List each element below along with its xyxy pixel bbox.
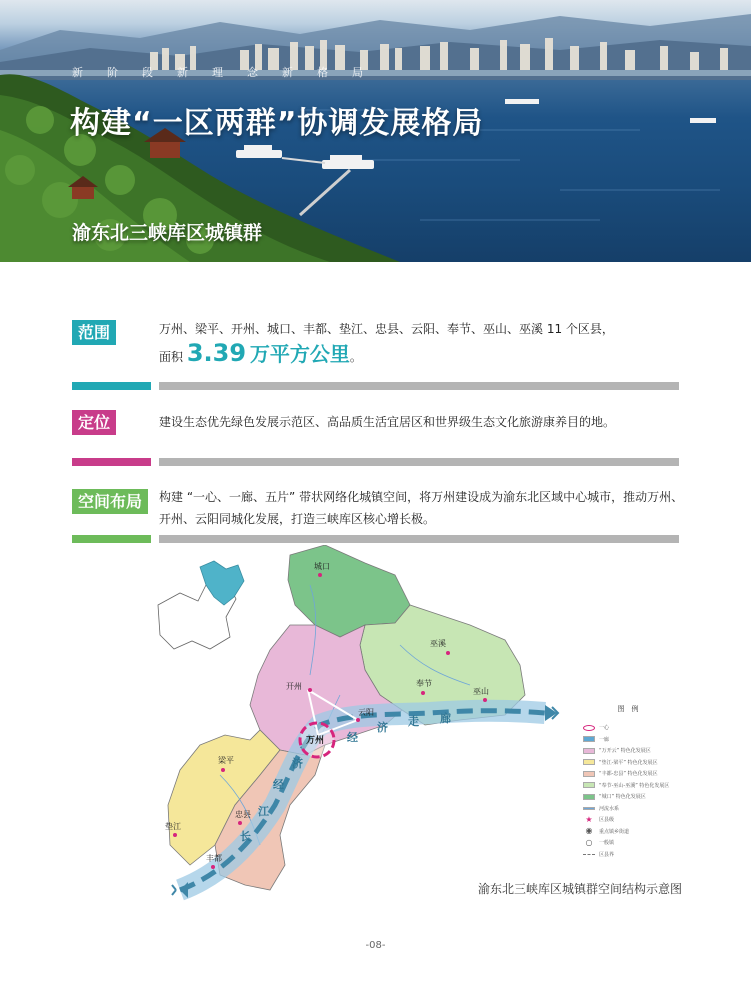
- legend-swatch: [583, 736, 595, 742]
- section-divider-gray: [159, 535, 679, 543]
- area-end: 。: [349, 350, 362, 364]
- region-map: [140, 545, 570, 925]
- legend-swatch: [583, 807, 595, 810]
- city-label: 丰都: [206, 854, 222, 863]
- legend-swatch: [583, 794, 595, 800]
- legend-item: [583, 734, 673, 746]
- tagline-char: 段: [142, 66, 155, 79]
- city-label: 开州: [286, 682, 302, 691]
- legend-swatch: [583, 748, 595, 754]
- legend-item: [583, 722, 673, 734]
- area-unit: 万平方公里: [249, 342, 350, 366]
- circle-dot-icon: ◉: [585, 826, 593, 836]
- legend-label: “奉节-巫山-巫溪” 特色化发展区: [599, 782, 670, 789]
- scope-text: [159, 318, 689, 368]
- legend-label: “垫江-梁平” 特色化发展区: [599, 759, 658, 766]
- legend-item: [583, 803, 673, 815]
- legend-label: 河流水系: [599, 805, 620, 812]
- legend-label: 区县界: [599, 851, 615, 858]
- inset-locator-map: [158, 561, 244, 649]
- star-icon: ★: [585, 814, 593, 824]
- city-label: 云阳: [358, 708, 374, 717]
- page-subtitle: 渝东北三峡库区城镇群: [72, 222, 263, 244]
- tagline-char: 理: [212, 66, 225, 79]
- section-label-spatial-layout: 空间布局: [72, 489, 148, 514]
- legend-item: [583, 791, 673, 803]
- corridor-char: 经: [273, 778, 284, 791]
- hero-tagline: [72, 64, 365, 80]
- legend-label: 一心: [599, 725, 610, 732]
- legend-item: [583, 768, 673, 780]
- section-label-scope: 范围: [72, 320, 116, 345]
- legend-label: “万开云” 特色化发展区: [599, 748, 651, 755]
- spatial-line-2: 开州、云阳同城化发展，打造三峡库区核心增长极。: [159, 512, 436, 526]
- city-label: 梁平: [218, 756, 234, 765]
- page-title: 构建“一区两群”协调发展格局: [70, 106, 484, 141]
- legend-item: [583, 780, 673, 792]
- legend-label: 一廊: [599, 736, 610, 743]
- section-divider-gray: [159, 458, 679, 466]
- legend-swatch: [583, 782, 595, 788]
- area-value: 3.39: [186, 339, 247, 367]
- hero-photo: [0, 0, 751, 262]
- legend-swatch: [583, 854, 595, 855]
- scope-line-2: [159, 339, 689, 368]
- section-divider-gray: [159, 382, 679, 390]
- corridor-char: 济: [377, 721, 388, 734]
- legend-item: [583, 837, 673, 849]
- legend-item: [583, 814, 673, 826]
- map-legend: [583, 704, 673, 860]
- section-label-positioning: 定位: [72, 410, 116, 435]
- tagline-char: 阶: [107, 66, 120, 79]
- city-label: 巫山: [473, 687, 489, 696]
- legend-item: [583, 826, 673, 838]
- legend-label: “丰都-忠县” 特色化发展区: [599, 771, 658, 778]
- corridor-char: 经: [347, 731, 358, 744]
- tagline-char: 新: [282, 66, 295, 79]
- city-label: 忠县: [235, 810, 251, 819]
- city-label: 城口: [314, 562, 330, 571]
- legend-label: “城口” 特色化发展区: [599, 794, 646, 801]
- section-divider-color: [72, 382, 151, 390]
- legend-label: 区县级: [599, 817, 615, 824]
- legend-title: 图 例: [617, 705, 639, 713]
- arrow-right-icon: [545, 705, 557, 721]
- legend-swatch: [583, 759, 595, 765]
- legend-label: 一般镇: [599, 840, 615, 847]
- city-label: 巫溪: [430, 639, 446, 648]
- city-label: 奉节: [416, 679, 432, 688]
- legend-item: [583, 757, 673, 769]
- corridor-char: 走: [408, 715, 419, 728]
- city-label-core: 万州: [306, 736, 325, 746]
- corridor-char: 济: [292, 757, 303, 770]
- tagline-char: 念: [247, 66, 260, 79]
- scope-line-1: 万州、梁平、开州、城口、丰都、垫江、忠县、云阳、奉节、巫山、巫溪 11 个区县，: [159, 322, 614, 336]
- area-prefix: 面积: [159, 350, 184, 364]
- spatial-line-1: 构建 “一心、一廊、五片” 带状网络化城镇空间，将万州建设成为渝东北区域中心城市，推动万州、: [159, 490, 684, 504]
- legend-label: 重点镇乡街道: [599, 828, 630, 835]
- section-divider-color: [72, 535, 151, 543]
- tagline-char: 局: [352, 66, 365, 79]
- positioning-text: 建设生态优先绿色发展示范区、高品质生活宜居区和世界级生态文化旅游康养目的地。: [159, 415, 616, 429]
- tagline-char: 格: [317, 66, 330, 79]
- legend-swatch: [583, 725, 595, 731]
- circle-icon: ○: [585, 837, 593, 847]
- corridor-char: 长: [240, 830, 251, 843]
- legend-item: [583, 849, 673, 861]
- spatial-layout-text: [159, 486, 689, 530]
- map-caption: 渝东北三峡库区城镇群空间结构示意图: [478, 882, 683, 896]
- page-number: -08-: [365, 940, 386, 951]
- legend-item: [583, 745, 673, 757]
- section-divider-color: [72, 458, 151, 466]
- corridor-char: 江: [258, 805, 269, 818]
- legend-swatch: [583, 771, 595, 777]
- city-label: 垫江: [165, 822, 181, 831]
- tagline-char: 新: [177, 66, 190, 79]
- tagline-char: 新: [72, 66, 85, 79]
- corridor-char: 廊: [440, 712, 451, 725]
